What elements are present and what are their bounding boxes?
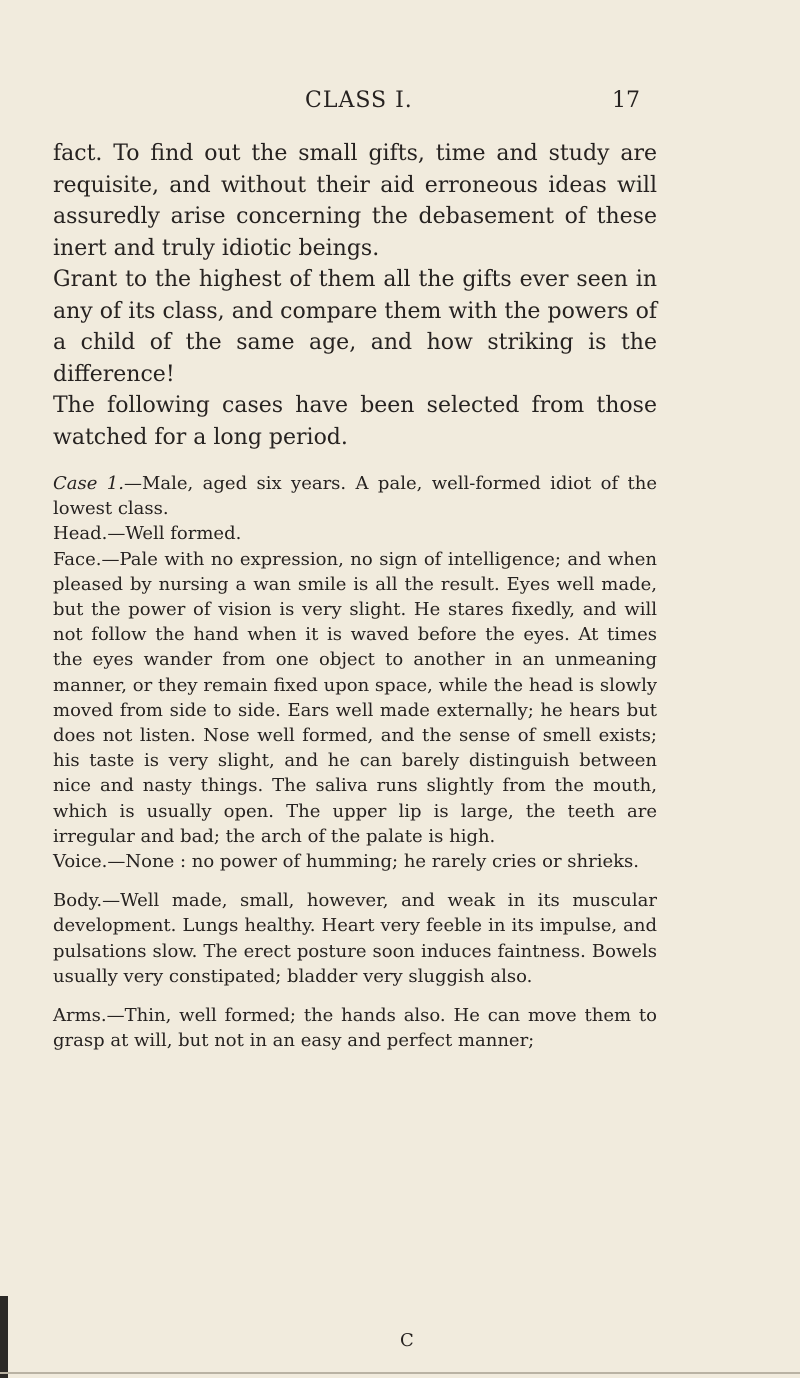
observation-body [53, 888, 657, 989]
case-label: Case 1. [53, 473, 124, 494]
page-number: 17 [612, 88, 640, 113]
body-text [53, 138, 657, 1053]
observation-text: —Well formed. [107, 523, 242, 545]
observation-text: —Well made, small, however, and weak in its muscular development. Lungs healthy. Heart very feeble in its impulse, and pulsations slow. The erect posture soon induces faintness. Bowels usually very constipated; bladder very sluggish also. [53, 890, 657, 987]
binding-edge [0, 1296, 8, 1378]
paragraph: Grant to the highest of them all the gifts ever seen in any of its class, and compare them with the powers of a child of the same age, and how striking is the difference! [53, 267, 657, 387]
signature-mark: C [400, 1330, 414, 1351]
observation-head [53, 521, 657, 546]
page-bottom-edge [0, 1372, 800, 1374]
observation-lead: Body. [53, 890, 103, 912]
observation-lead: Head. [53, 523, 108, 545]
introduction-text [53, 138, 657, 453]
observation-arms [53, 1003, 657, 1053]
case-heading [53, 471, 657, 521]
running-title: CLASS I. [305, 88, 413, 113]
observation-text: —Thin, well formed; the hands also. He can move them to grasp at will, but not in an easy and perfect manner; [53, 1005, 657, 1052]
observation-text: —Pale with no expression, no sign of intelligence; and when pleased by nursing a wan smile is all the result. Eyes well made, but the power of vision is very slight. He stares fixedly, and will not follow the hand when it is waved before the eyes. At times the eyes wander from one object to another in an unmeaning manner, or they remain fixed upon space, while the head is slowly moved from side to side. Ears well made externally; he hears but does not listen. Nose well formed, and the sense of smell exists; his taste is very slight, and he can barely distinguish between nice and nasty things. The saliva runs slightly from the mouth, which is usually open. The upper lip is large, the teeth are irregular and bad; the arch of the palate is high. [53, 548, 657, 847]
observation-lead: Face. [53, 548, 102, 570]
observation-lead: Arms. [53, 1005, 107, 1027]
paragraph: fact. To find out the small gifts, time and study are requisite, and without their aid erroneous ideas will assuredly arise concerning the debasement of these inert and truly idiotic beings. [53, 141, 657, 261]
case-description: —Male, aged six years. A pale, well-formed idiot of the lowest class. [53, 473, 657, 520]
running-head [0, 88, 800, 122]
observation-lead: Voice. [53, 851, 108, 873]
case-report [53, 471, 657, 1053]
paragraph: The following cases have been selected from those watched for a long period. [53, 393, 657, 450]
observation-face [53, 547, 657, 849]
observation-text: —None : no power of humming; he rarely cries or shrieks. [107, 851, 639, 873]
observation-voice [53, 849, 657, 874]
